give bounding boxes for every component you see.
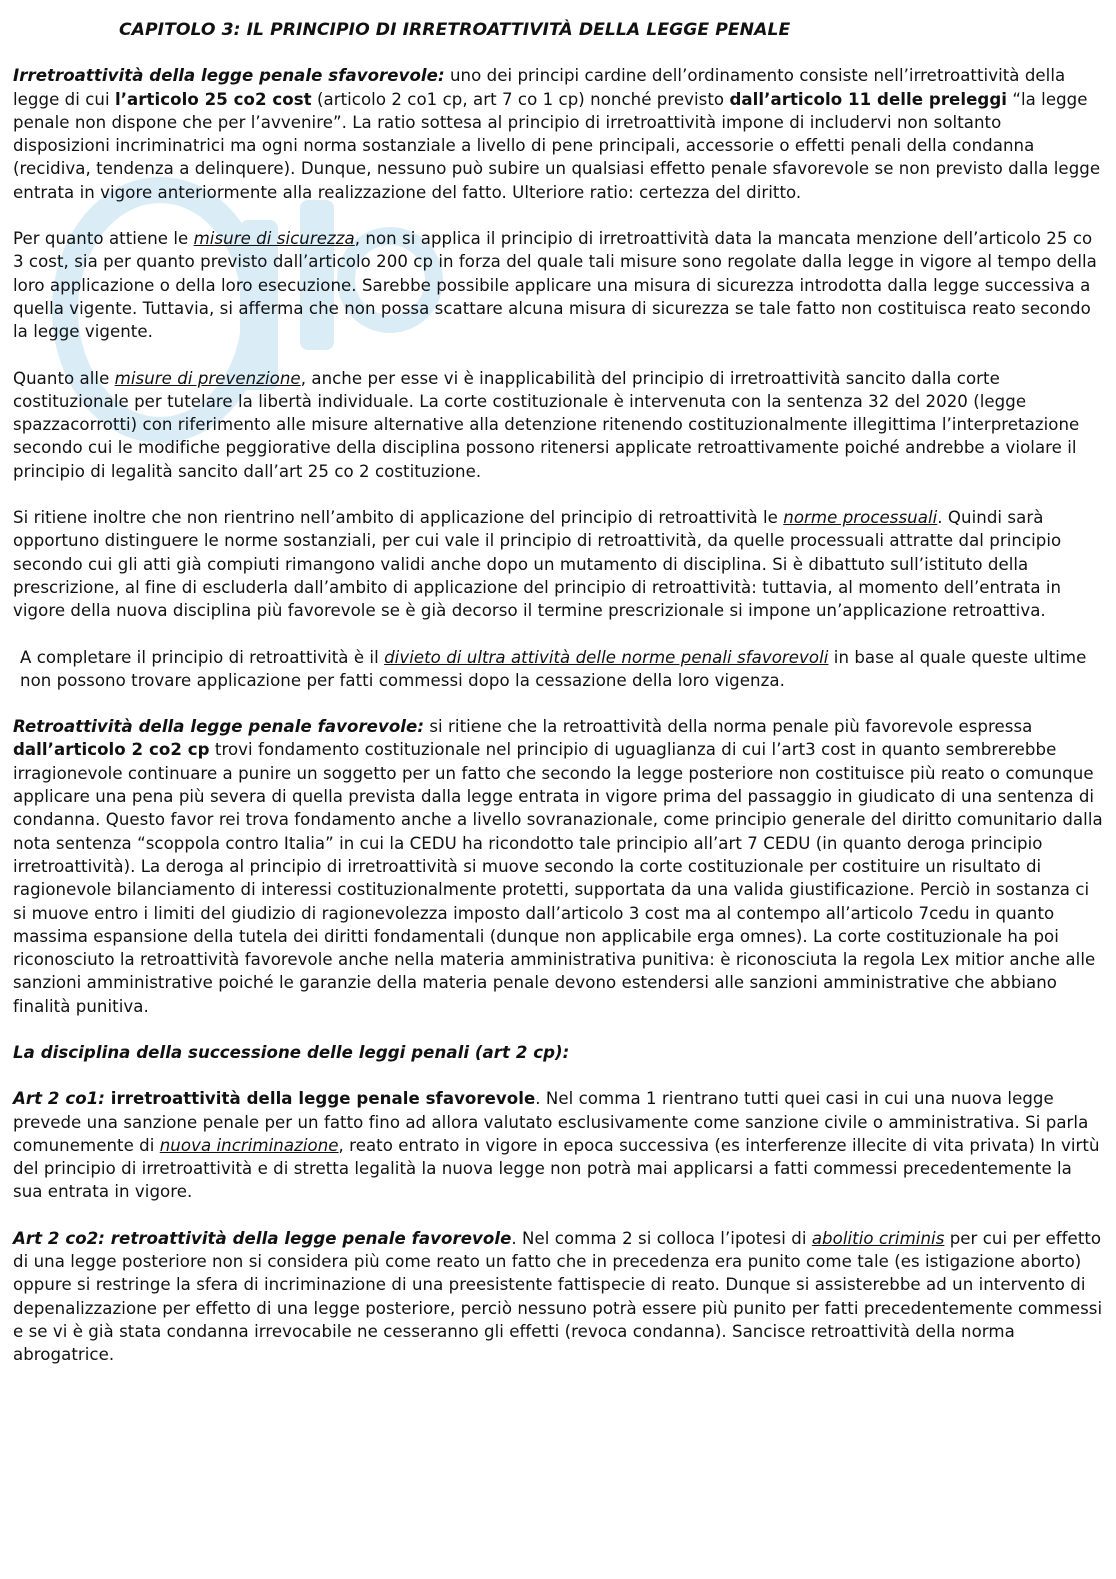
paragraph-lead: Irretroattività della legge penale sfavorevole: [13, 66, 445, 86]
term-divieto-ultra-attivita: divieto di ultra attività delle norme penali sfavorevoli [384, 647, 829, 667]
chapter-title: CAPITOLO 3: IL PRINCIPIO DI IRRETROATTIVITÀ DELLA LEGGE PENALE [119, 20, 791, 40]
paragraph-retroattivita-favorevole: Retroattività della legge penale favorevole: si ritiene che la retroattività della norma penale più favorevole espressa dall’articolo 2 co2 cp trovi fondamento costituzionale nel principio di uguaglianza di cui l’art3 cost in quanto sembrerebbe irragionevole continuare a punire un soggetto per un fatto che secondo la legge posteriore non costituisce più reato o comunque applicare una pena più severa di quella prevista dalla legge entrata in vigore prima del passaggio in giudicato di una sentenza di condanna. Questo favor rei trova fondamento anche a livello sovranazionale, come principio generale del diritto comunitario dalla nota sentenza “scoppola contro Italia” in cui la CEDU ha ricondotto tale principio all’art 7 CEDU (in quanto deroga principio irretroattività). La deroga al principio di irretroattività si muove secondo la corte costituzionale per costituire un risultato di ragionevole bilanciamento di interessi costituzionalmente protetti, supportata da una valida giustificazione. Perciò in sostanza ci si muove entro i limiti del giudizio di ragionevolezza imposto dall’articolo 3 cost ma al contempo all’articolo 7cedu in quanto massima espansione della tutela dei diritti fondamentali (dunque non applicabile erga omnes). La corte costituzionale ha poi riconosciuto la retroattività favorevole anche nella materia amministrativa punitiva: è riconosciuta la regola Lex mitior anche alle sanzioni amministrative poiché le garanzie della materia penale devono estendersi alle sanzioni amministrative che abbiano finalità punitiva. [13, 717, 1103, 1016]
paragraph-art2-co2: Art 2 co2: retroattività della legge penale favorevole. Nel comma 2 si colloca l’ipotesi di abolitio criminis per cui per effetto di una legge posteriore non si considera più come reato un fatto che in precedenza era punito come tale (es istigazione aborto) oppure si restringe la sfera di incriminazione di una preesistente fattispecie di reato. Dunque si assisterebbe ad un intervento di depenalizzazione per effetto di una legge posteriore, perciò nessuno potrà essere più punito per fatti precedentemente commessi e se vi è già stata condanna irrevocabile ne cesseranno gli effetti (revoca condanna). Sancisce retroattività della norma abrogatrice. [13, 1228, 1103, 1365]
section-heading-successione: La disciplina della successione delle leggi penali (art 2 cp): [13, 1042, 570, 1062]
term-misure-sicurezza: misure di sicurezza [193, 229, 355, 249]
term-nuova-incriminazione: nuova incriminazione [159, 1135, 339, 1155]
paragraph-lead: Art 2 co1: [13, 1089, 105, 1109]
paragraph-lead: Retroattività della legge penale favorevole: [13, 717, 425, 737]
term-misure-prevenzione: misure di prevenzione [114, 368, 301, 388]
paragraph-misure-sicurezza: Per quanto attiene le misure di sicurezza, non si applica il principio di irretroattività data la mancata menzione dell’articolo 25 co 3 cost, sia per quanto previsto dall’articolo 200 cp in forza del quale tali misure sono regolate dalla legge in vigore al tempo della loro applicazione o della loro esecuzione. Sarebbe possibile applicare una misura di sicurezza introdotta dalla legge successiva a quella vigente. Tuttavia, si afferma che non possa scattare alcuna misura di sicurezza se tale fatto non costituisca reato secondo la legge vigente. [13, 229, 1097, 342]
term-norme-processuali: norme processuali [783, 508, 938, 528]
paragraph-art2-co1: Art 2 co1: irretroattività della legge penale sfavorevole. Nel comma 1 rientrano tutti quei casi in cui una nuova legge prevede una sanzione penale per un fatto fino ad allora valutato esclusivamente come sanzione civile o amministrativa. Si parla comunemente di nuova incriminazione, reato entrato in vigore in epoca successiva (es interferenze illecite di vita privata) In virtù del principio di irretroattività e di stretta legalità la nuova legge non potrà mai applicarsi a fatti commessi precedentemente la sua entrata in vigore. [13, 1089, 1100, 1202]
paragraph-misure-prevenzione: Quanto alle misure di prevenzione, anche per esse vi è inapplicabilità del principio di irretroattività sancito dalla corte costituzionale per tutelare la libertà individuale. La corte costituzionale è intervenuta con la sentenza 32 del 2020 (legge spazzacorrotti) con riferimento alle misure alternative alla detenzione ritenendo costituzionalmente illegittima l’interpretazione secondo cui le modifiche peggiorative della disciplina possono ritenersi applicate retroattivamente poiché andrebbe a violare il principio di legalità sancito dall’art 25 co 2 costituzione. [13, 368, 1080, 481]
paragraph-lead: Art 2 co2: retroattività della legge penale favorevole [13, 1228, 512, 1248]
term-abolitio-criminis: abolitio criminis [811, 1228, 945, 1248]
paragraph-irretroattivita-sfavorevole: Irretroattività della legge penale sfavorevole: uno dei principi cardine dell’ordinamento consiste nell’irretroattività della legge di cui l’articolo 25 co2 cost (articolo 2 co1 cp, art 7 co 1 cp) nonché previsto dall’articolo 11 delle preleggi “la legge penale non dispone che per l’avvenire”. La ratio sottesa al principio di irretroattività impone di includervi non soltanto disposizioni incriminatrici ma ogni norma sostanziale a livello di pene principali, accessorie o effetti penali della condanna (recidiva, tendenza a delinquere). Dunque, nessuno può subire un qualsiasi effetto penale sfavorevole se non previsto dalla legge entrata in vigore anteriormente alla realizzazione del fatto. Ulteriore ratio: certezza del diritto. [13, 66, 1101, 202]
paragraph-divieto-ultra-attivita: A completare il principio di retroattività è il divieto di ultra attività delle norme penali sfavorevoli in base al quale queste ultime non possono trovare applicazione per fatti commessi dopo la cessazione della loro vigenza. [20, 647, 1087, 690]
document-page [13, 19, 1103, 1367]
paragraph-norme-processuali: Si ritiene inoltre che non rientrino nell’ambito di applicazione del principio di retroattività le norme processuali. Quindi sarà opportuno distinguere le norme sostanziali, per cui vale il principio di retroattività, da quelle processuali attratte dal principio secondo cui gli atti già compiuti rimangono validi anche dopo un mutamento di disciplina. Si è dibattuto sull’istituto della prescrizione, al fine di escluderla dall’ambito di applicazione del principio di retroattività: tuttavia, al momento dell’entrata in vigore della nuova disciplina più favorevole se è già decorso il termine prescrizionale si impone un’applicazione retroattiva. [13, 508, 1062, 621]
